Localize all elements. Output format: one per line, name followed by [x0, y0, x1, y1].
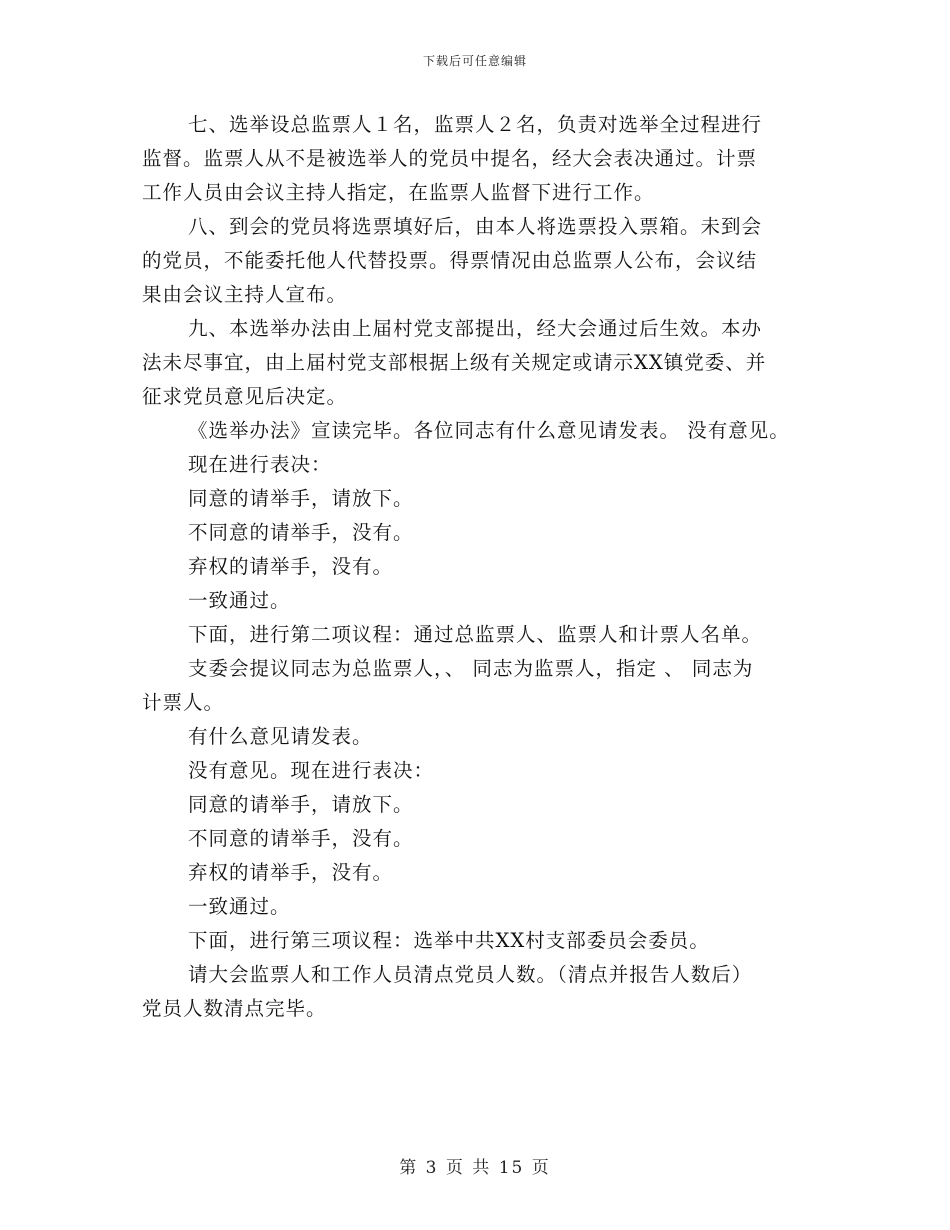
page-header: 下载后可任意编辑: [422, 54, 527, 68]
text-line: 一致通过。: [188, 895, 291, 918]
text-line: 计票人。: [142, 691, 225, 714]
text-line: 弃权的请举手，没有。: [188, 555, 394, 578]
text-line: 同意的请举手，请放下。: [188, 487, 414, 510]
footer-page-number: 3: [425, 1158, 439, 1178]
page-footer: [0, 1153, 950, 1178]
footer-suffix: 页: [531, 1158, 551, 1178]
footer-total-pages: 15: [498, 1158, 525, 1178]
text-line: 支委会提议同志为总监票人，、 同志为监票人，指定 、 同志为: [188, 657, 754, 680]
text-line: 党员人数清点完毕。: [142, 997, 327, 1020]
text-line: 的党员，不能委托他人代替投票。得票情况由总监票人公布，会议结: [142, 249, 758, 272]
text-line: 工作人员由会议主持人指定，在监票人监督下进行工作。: [142, 181, 655, 204]
text-line: 现在进行表决：: [188, 453, 332, 476]
footer-prefix: 第: [399, 1158, 419, 1178]
text-line: 《选举办法》宣读完毕。各位同志有什么意见请发表。 没有意见。: [188, 419, 790, 442]
text-line: 九、本选举办法由上届村党支部提出，经大会通过后生效。本办: [188, 317, 763, 340]
text-line: 下面，进行第二项议程：通过总监票人、监票人和计票人名单。: [188, 623, 763, 646]
text-line: 没有意见。现在进行表决：: [188, 759, 435, 782]
text-line: 七、选举设总监票人１名，监票人２名，负责对选举全过程进行: [188, 113, 763, 136]
text-line: 八、到会的党员将选票填好后，由本人将选票投入票箱。未到会: [188, 215, 763, 238]
document-body: [142, 108, 822, 1026]
text-line: 下面，进行第三项议程：选举中共XX村支部委员会委员。: [188, 929, 710, 952]
text-line: 法未尽事宜，由上届村党支部根据上级有关规定或请示XX镇党委、并: [142, 351, 767, 374]
text-line: 不同意的请举手，没有。: [188, 827, 414, 850]
footer-middle: 页 共: [445, 1158, 492, 1178]
text-line: 同意的请举手，请放下。: [188, 793, 414, 816]
text-line: 一致通过。: [188, 589, 291, 612]
text-line: 监督。监票人从不是被选举人的党员中提名，经大会表决通过。计票: [142, 147, 758, 170]
text-line: 不同意的请举手，没有。: [188, 521, 414, 544]
text-line: 请大会监票人和工作人员清点党员人数。（清点并报告人数后）: [188, 963, 753, 986]
text-line: 果由会议主持人宣布。: [142, 283, 348, 306]
text-line: 征求党员意见后决定。: [142, 385, 348, 408]
text-line: 有什么意见请发表。: [188, 725, 373, 748]
text-line: 弃权的请举手，没有。: [188, 861, 394, 884]
